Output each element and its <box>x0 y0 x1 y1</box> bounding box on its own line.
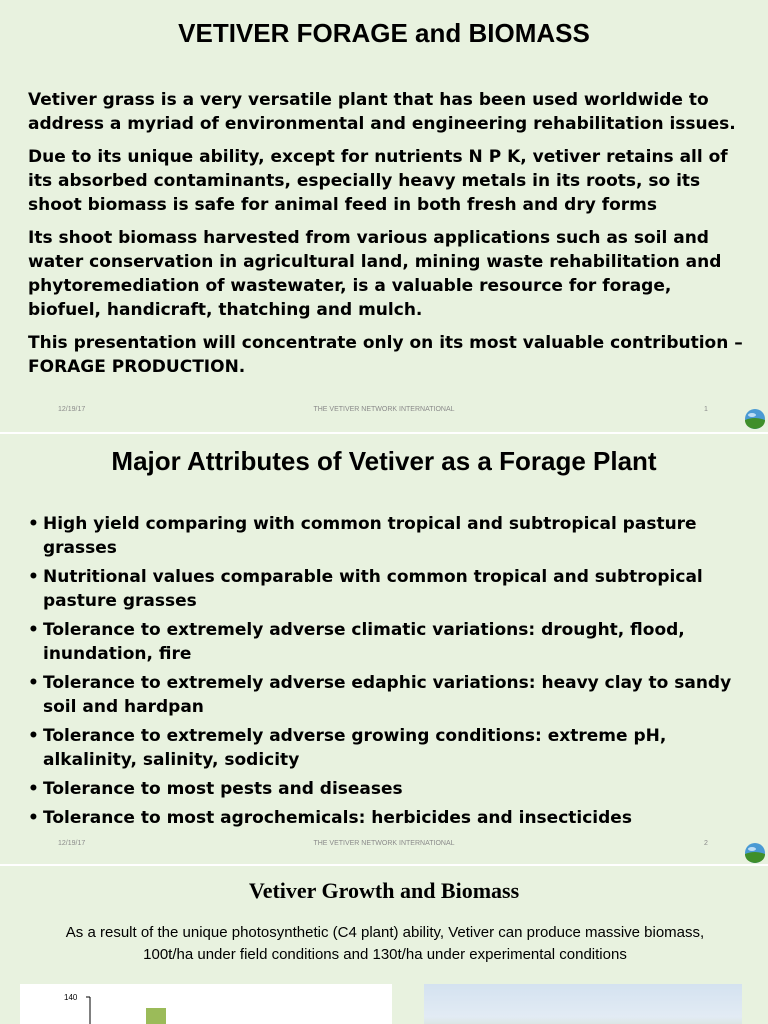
list-item: • Tolerance to extremely adverse growing conditions: extreme pH, alkalinity, salinity, sodicity <box>28 726 667 770</box>
slide-2 <box>0 434 768 864</box>
footer-date: 12/19/17 <box>58 406 86 413</box>
list-item: • Tolerance to most pests and diseases <box>28 779 403 799</box>
globe-logo-icon <box>744 842 766 864</box>
list-item: • Tolerance to extremely adverse climatic variations: drought, flood, inundation, fire <box>28 620 685 664</box>
bullet-glyph: • <box>28 620 39 640</box>
slide-title: VETIVER FORAGE and BIOMASS <box>178 18 590 48</box>
bullet-glyph: • <box>28 514 39 534</box>
slide-3 <box>0 866 768 1024</box>
bullet-glyph: • <box>28 567 39 587</box>
footer-date: 12/19/17 <box>58 840 86 847</box>
footer-page-number: 2 <box>704 840 708 847</box>
bar <box>146 1008 166 1024</box>
paragraph: This presentation will concentrate only on its most valuable contribution – FORAGE PRODUCTION. <box>28 333 743 377</box>
biomass-chart-svg <box>20 984 392 1024</box>
slide-title: Major Attributes of Vetiver as a Forage Plant <box>111 446 657 476</box>
globe-logo-icon <box>744 408 766 430</box>
biomass-chart <box>20 984 392 1024</box>
footer-org: THE VETIVER NETWORK INTERNATIONAL <box>313 840 455 847</box>
slide-intro: As a result of the unique photosynthetic (C4 plant) ability, Vetiver can produce massive biomass, 100t/ha under field conditions and 130t/ha under experimental conditions <box>65 924 705 963</box>
vetiver-field-photo <box>424 984 742 1024</box>
slide-footer <box>0 406 768 418</box>
list-item: • High yield comparing with common tropical and subtropical pasture grasses <box>28 514 697 558</box>
paragraph: Due to its unique ability, except for nutrients N P K, vetiver retains all of its absorbed contaminants, especially heavy metals in its roots, so its shoot biomass is safe for animal feed in both fresh and dry forms <box>28 147 728 215</box>
y-tick-label: 140 <box>64 993 78 1002</box>
footer-org: THE VETIVER NETWORK INTERNATIONAL <box>313 406 455 413</box>
slide-body <box>28 88 743 379</box>
slide-title: Vetiver Growth and Biomass <box>248 878 520 903</box>
list-item: • Tolerance to most agrochemicals: herbicides and insecticides <box>28 808 632 828</box>
bullet-glyph: • <box>28 726 39 746</box>
bullet-glyph: • <box>28 779 39 799</box>
paragraph: Its shoot biomass harvested from various applications such as soil and water conservation in agricultural land, mining waste rehabilitation and phytoremediation of wastewater, is a valuable resource for forage, biofuel, handicraft, thatching and mulch. <box>28 228 722 320</box>
bullet-glyph: • <box>28 808 39 828</box>
footer-page-number: 1 <box>704 406 708 413</box>
attribute-list <box>28 512 743 835</box>
list-item: • Nutritional values comparable with common tropical and subtropical pasture grasses <box>28 567 703 611</box>
slide-footer <box>0 840 768 852</box>
paragraph: Vetiver grass is a very versatile plant that has been used worldwide to address a myriad of environmental and engineering rehabilitation issues. <box>28 90 736 134</box>
list-item: • Tolerance to extremely adverse edaphic variations: heavy clay to sandy soil and hardpan <box>28 673 732 717</box>
slide-1 <box>0 0 768 432</box>
bullet-glyph: • <box>28 673 39 693</box>
